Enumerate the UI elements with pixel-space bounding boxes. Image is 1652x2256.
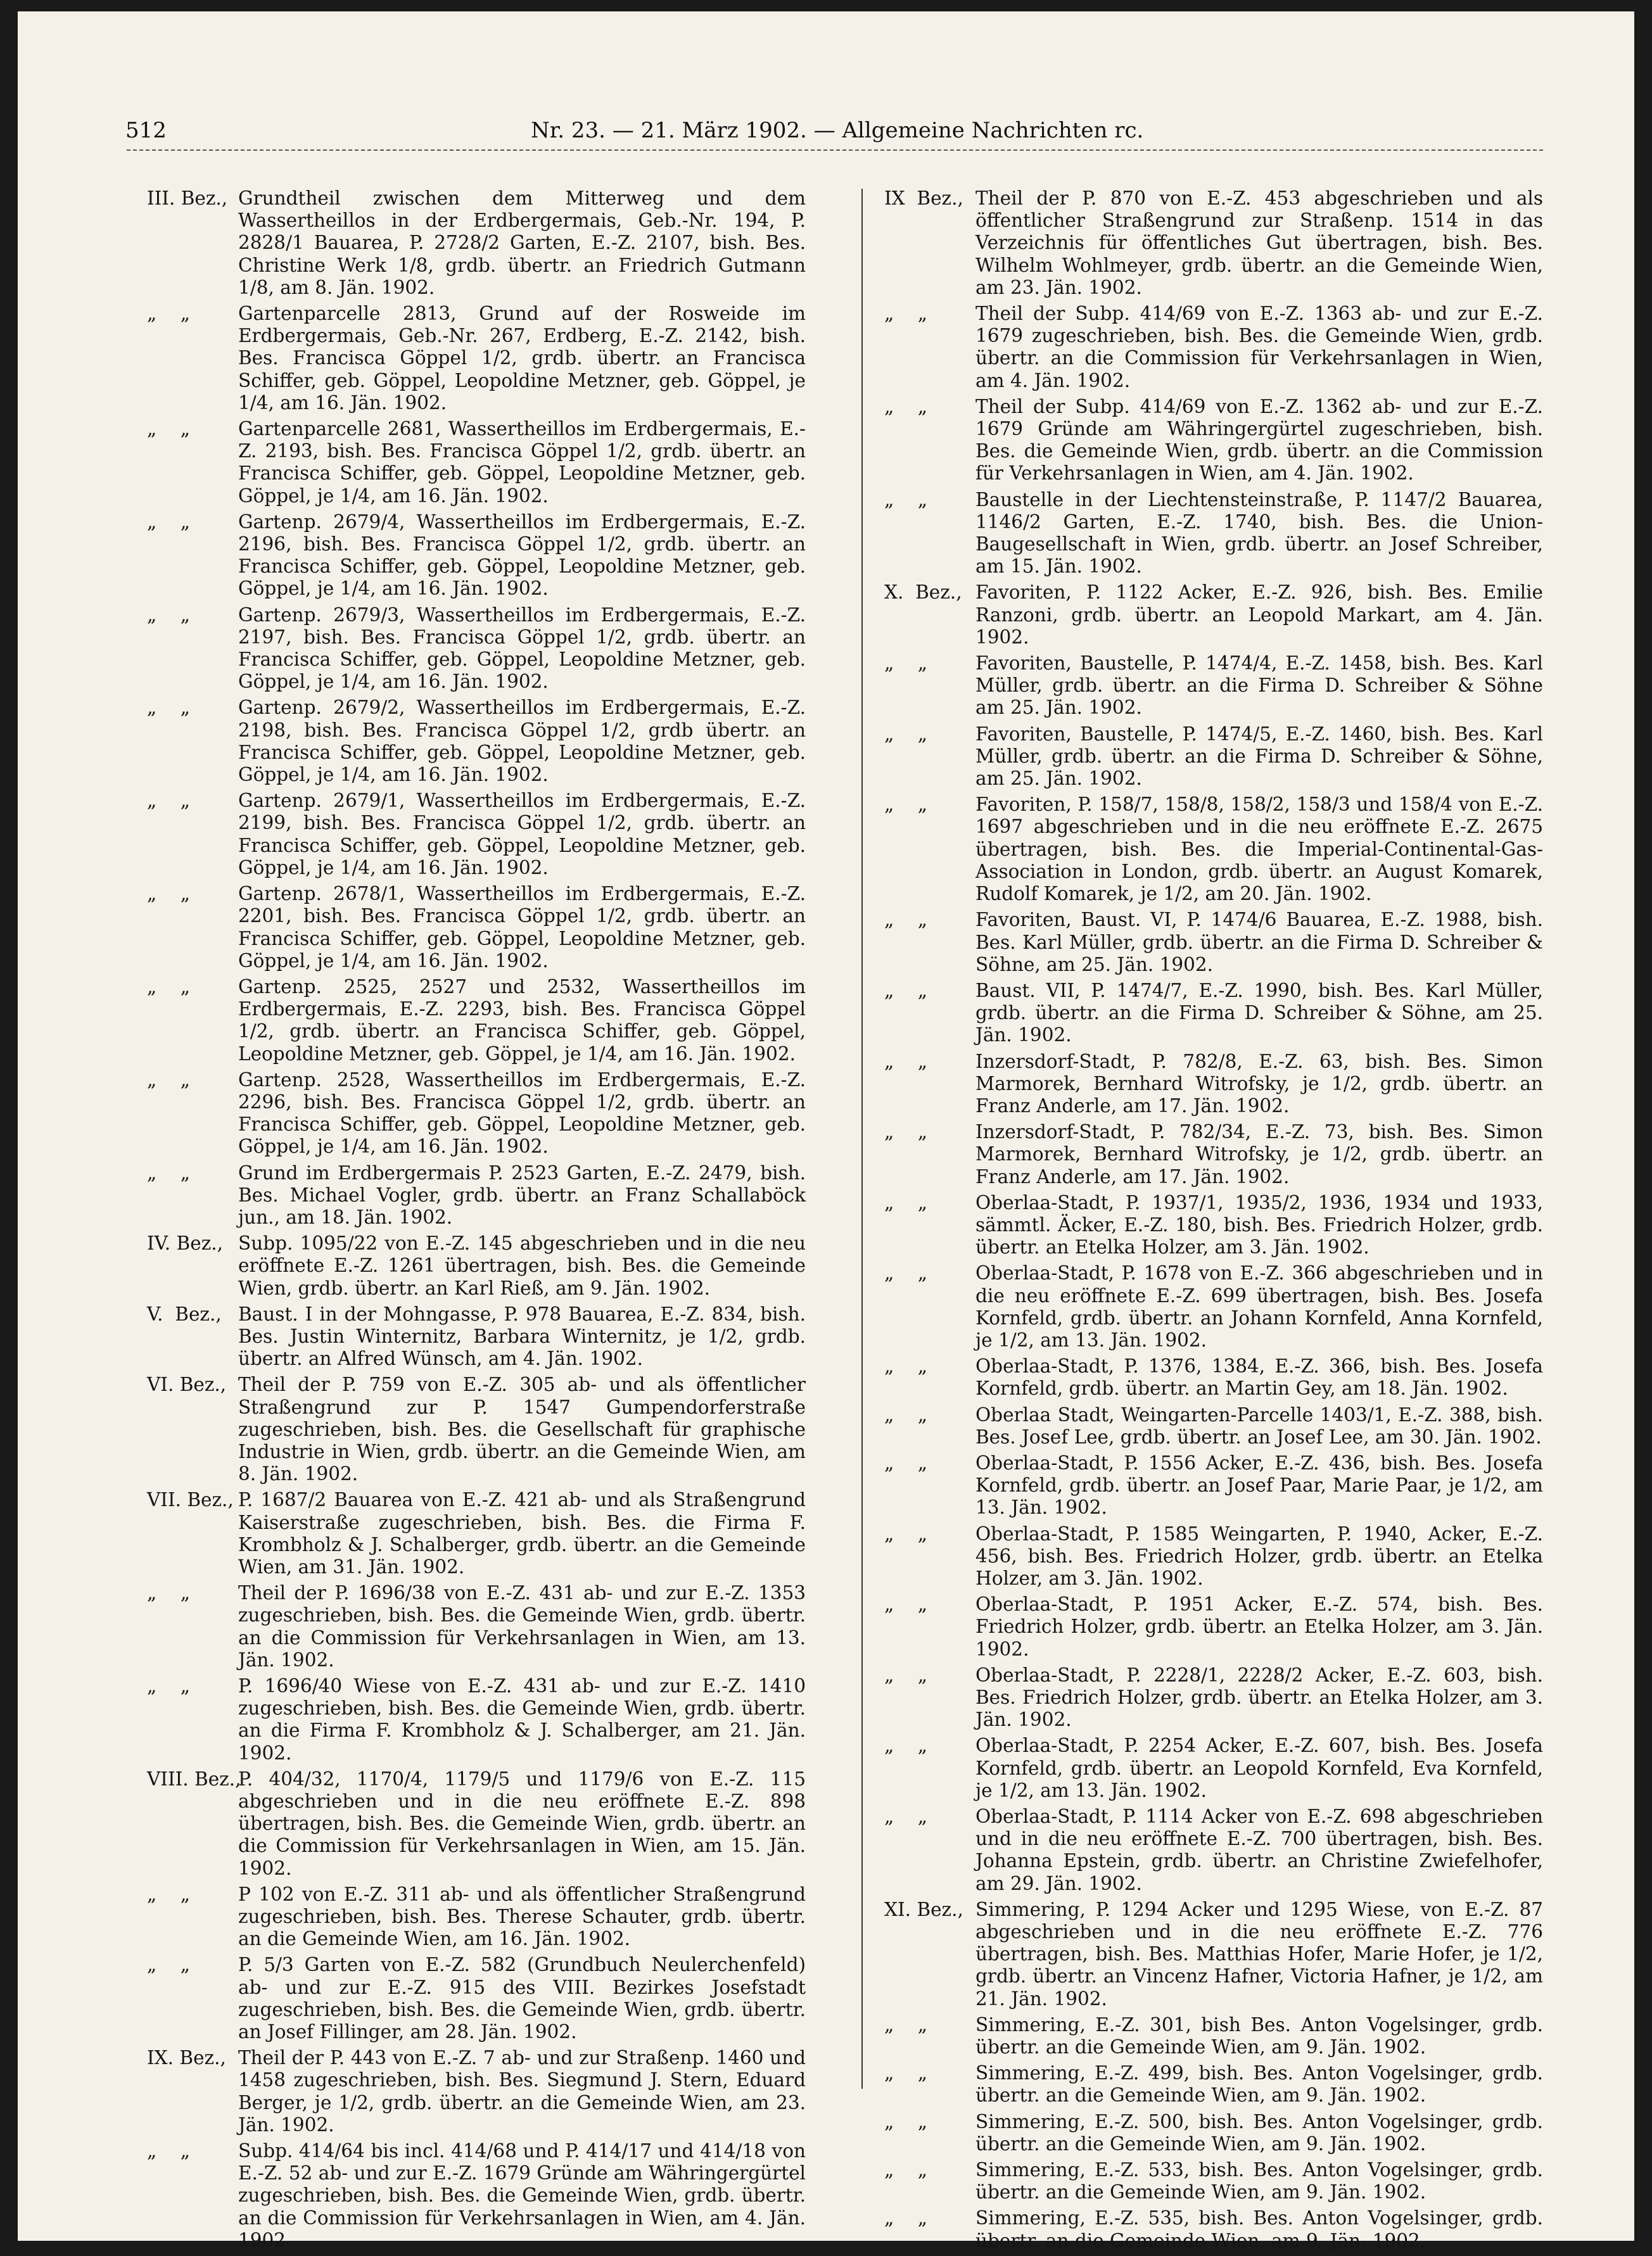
- entry-text: Theil der Subp. 414/69 von E.-Z. 1362 ab- und zur E.-Z. 1679 Gründe am Währingergürtel zugeschrieben, bish. Bes. die Gemeinde Wien, grdb. übertr. an die Commission für Verkehrsanlagen in Wien, am 4. Jän. 1902.: [975, 395, 1543, 485]
- entry-text: Gartenparcelle 2813, Grund auf der Rosweide im Erdbergermais, Geb.-Nr. 267, Erdberg, E.-Z. 2142, bish. Bes. Francisca Göppel 1/2, grdb. übertr. an Francisca Schiffer, geb. Göppel, Leopoldine Metzner, geb. Göppel, je 1/4, am 16. Jän. 1902.: [238, 303, 806, 414]
- running-title: Nr. 23. — 21. März 1902. — Allgemeine Nachrichten rc.: [531, 118, 1144, 143]
- entry-district: „ „: [147, 697, 191, 719]
- entry-district: „ „: [147, 1162, 191, 1184]
- entry-district: „ „: [884, 723, 928, 745]
- left-column: [147, 187, 806, 2255]
- entry-text: Subp. 1095/22 von E.-Z. 145 abgeschrieben und in die neu eröffnete E.-Z. 1261 übertragen, bish. Bes. die Gemeinde Wien, grdb. übertr. an Karl Rieß, am 9. Jän. 1902.: [238, 1233, 806, 1299]
- entry-text: Simmering, E.-Z. 499, bish. Bes. Anton Vogelsinger, grdb. übertr. an die Gemeinde Wien, am 9. Jän. 1902.: [975, 2062, 1543, 2107]
- register-entry: [147, 303, 806, 414]
- register-entry: [884, 1404, 1543, 1448]
- register-entry: [884, 1051, 1543, 1118]
- entry-text: Simmering, E.-Z. 301, bish Bes. Anton Vogelsinger, grdb. übertr. an die Gemeinde Wien, am 9. Jän. 1902.: [975, 2013, 1543, 2058]
- entry-text: Gartenp. 2678/1, Wassertheillos im Erdbergermais, E.-Z. 2201, bish. Bes. Francisca Göppel 1/2, grdb. übertr. an Francisca Schiffer, geb. Göppel, Leopoldine Metzner, geb. Göppel, je 1/4, am 16. Jän. 1902.: [238, 883, 806, 972]
- entry-text: Simmering, E.-Z. 535, bish. Bes. Anton Vogelsinger, grdb. übertr. an die Gemeinde Wien, am 9. Jän. 1902.: [975, 2207, 1543, 2252]
- register-entry: [147, 511, 806, 600]
- register-entry: [884, 1452, 1543, 1519]
- entry-district: „ „: [147, 1883, 191, 1905]
- register-entry: [884, 1192, 1543, 1259]
- entry-text: Baustelle in der Liechtensteinstraße, P. 1147/2 Bauarea, 1146/2 Garten, E.-Z. 1740, bish. Bes. die Union-Baugesellschaft in Wien, grdb. übertr. an Josef Schreiber, am 15. Jän. 1902.: [975, 488, 1543, 578]
- entry-district: „ „: [884, 2110, 928, 2132]
- entry-district: „ „: [884, 1806, 928, 1828]
- entry-text: Simmering, P. 1294 Acker und 1295 Wiese, von E.-Z. 87 abgeschrieben und in die neu eröffnete E.-Z. 776 übertragen, bish. Bes. Matthias Hofer, Marie Hofer, je 1/2, grdb. übertr. an Vincenz Hafner, Victoria Hafner, je 1/2, am 21. Jän. 1902.: [975, 1898, 1543, 2010]
- entry-district: „ „: [884, 1404, 928, 1426]
- entry-district: „ „: [884, 488, 928, 510]
- entry-text: P. 404/32, 1170/4, 1179/5 und 1179/6 von E.-Z. 115 abgeschrieben und in die neu eröffnete E.-Z. 898 übertragen, bish. Bes. die Gemeinde Wien, grdb. übertr. an die Commission für Verkehrsanlagen in Wien, am 15. Jän. 1902.: [238, 1768, 806, 1879]
- register-entry: [884, 652, 1543, 719]
- entry-text: Oberlaa-Stadt, P. 2228/1, 2228/2 Acker, E.-Z. 603, bish. Bes. Friedrich Holzer, grdb. übertr. an Etelka Holzer, am 3. Jän. 1902.: [975, 1664, 1543, 1731]
- register-entry: [147, 1489, 806, 1578]
- column-divider: [861, 189, 863, 2089]
- register-entry: [884, 794, 1543, 905]
- entry-text: Oberlaa-Stadt, P. 1937/1, 1935/2, 1936, 1934 und 1933, sämmtl. Äcker, E.-Z. 180, bish. Bes. Friedrich Holzer, grdb. übertr. an Etelka Holzer, am 3. Jän. 1902.: [975, 1191, 1543, 1258]
- register-entry: [884, 303, 1543, 392]
- entry-text: Gartenp. 2528, Wassertheillos im Erdbergermais, E.-Z. 2296, bish. Bes. Francisca Göppel 1/2, grdb. übertr. an Francisca Schiffer, geb. Göppel, Leopoldine Metzner, geb. Göppel, je 1/4, am 16. Jän. 1902.: [238, 1068, 806, 1158]
- entry-text: Oberlaa-Stadt, P. 1376, 1384, E.-Z. 366, bish. Bes. Josefa Kornfeld, grdb. übertr. an Martin Gey, am 18. Jän. 1902.: [975, 1355, 1543, 1400]
- entry-text: Oberlaa Stadt, Weingarten-Parcelle 1403/1, E.-Z. 388, bish. Bes. Josef Lee, grdb. übertr. an Josef Lee, am 30. Jän. 1902.: [975, 1404, 1543, 1448]
- entry-district: „ „: [884, 2013, 928, 2036]
- register-entry: [147, 1884, 806, 1951]
- entry-text: Gartenparcelle 2681, Wassertheillos im Erdbergermais, E.-Z. 2193, bish. Bes. Francisca Göppel 1/2, grdb. übertr. an Francisca Schiffer, geb. Göppel, Leopoldine Metzner, geb. Göppel, je 1/4, am 16. Jän. 1902.: [238, 418, 806, 507]
- register-entry: [884, 187, 1543, 299]
- register-entry: [147, 790, 806, 879]
- entry-district: VII. Bez.,: [147, 1489, 234, 1511]
- entry-district: III. Bez.,: [147, 187, 228, 209]
- register-entry: [147, 1162, 806, 1229]
- register-entry: [147, 1675, 806, 1765]
- entry-text: Oberlaa-Stadt, P. 1556 Acker, E.-Z. 436, bish. Bes. Josefa Kornfeld, grdb. übertr. an Josef Paar, Marie Paar, je 1/2, am 13. Jän. 1902.: [975, 1452, 1543, 1519]
- entry-district: X. Bez.,: [884, 581, 962, 604]
- entry-text: Theil der Subp. 414/69 von E.-Z. 1363 ab- und zur E.-Z. 1679 zugeschrieben, bish. Bes. die Gemeinde Wien, grdb. übertr. an die Commission für Verkehrsanlagen in Wien, am 4. Jän. 1902.: [975, 303, 1543, 391]
- register-entry: [147, 1954, 806, 2043]
- entry-district: IV. Bez.,: [147, 1233, 223, 1255]
- entry-district: „ „: [884, 1262, 928, 1284]
- entry-text: Gartenp. 2525, 2527 und 2532, Wassertheillos im Erdbergermais, E.-Z. 2293, bish. Bes. Francisca Göppel 1/2, grdb. übertr. an Francisca Schiffer, geb. Göppel, Leopoldine Metzner, geb. Göppel, je 1/4, am 16. Jän. 1902.: [238, 975, 806, 1065]
- entry-district: „ „: [147, 790, 191, 812]
- entry-district: „ „: [147, 418, 191, 440]
- entry-district: „ „: [884, 794, 928, 816]
- entry-text: Favoriten, Baustelle, P. 1474/4, E.-Z. 1458, bish. Bes. Karl Müller, grdb. übertr. an die Firma D. Schreiber & Söhne am 25. Jän. 1902.: [975, 652, 1543, 719]
- entry-district: „ „: [147, 303, 191, 325]
- register-entry: [884, 1355, 1543, 1400]
- entry-district: „ „: [147, 975, 191, 998]
- entry-text: Oberlaa-Stadt, P. 1585 Weingarten, P. 1940, Acker, E.-Z. 456, bish. Bes. Friedrich Holzer, grdb. übertr. an Etelka Holzer, am 3. Jän. 1902.: [975, 1523, 1543, 1589]
- entry-text: Baust. VII, P. 1474/7, E.-Z. 1990, bish. Bes. Karl Müller, grdb. übertr. an die Firma D. Schreiber & Söhne, am 25. Jän. 1902.: [975, 979, 1543, 1046]
- entry-text: P. 5/3 Garten von E.-Z. 582 (Grundbuch Neulerchenfeld) ab- und zur E.-Z. 915 des VIII. Bezirkes Josefstadt zugeschrieben, bish. Bes. die Gemeinde Wien, grdb. übertr. an Josef Fillinger, am 28. Jän. 1902.: [238, 1954, 806, 2043]
- entry-text: Subp. 414/64 bis incl. 414/68 und P. 414/17 und 414/18 von E.-Z. 52 ab- und zur E.-Z. 1679 Gründe am Währingergürtel zugeschrieben, bish. Bes. die Gemeinde Wien, grdb. übertr. an die Commission für Verkehrsanlagen in Wien, am 4. Jän. 1902.: [238, 2140, 806, 2251]
- entry-text: Favoriten, Baustelle, P. 1474/5, E.-Z. 1460, bish. Bes. Karl Müller, grdb. übertr. an die Firma D. Schreiber & Söhne, am 25. Jän. 1902.: [975, 723, 1543, 790]
- entry-text: Gartenp. 2679/1, Wassertheillos im Erdbergermais, E.-Z. 2199, bish. Bes. Francisca Göppel 1/2, grdb. übertr. an Francisca Schiffer, geb. Göppel, Leopoldine Metzner, geb. Göppel, je 1/4, am 16. Jän. 1902.: [238, 790, 806, 878]
- entry-text: Gartenp. 2679/2, Wassertheillos im Erdbergermais, E.-Z. 2198, bish. Bes. Francisca Göppel 1/2, grdb übertr. an Francisca Schiffer, geb. Göppel, Leopoldine Metzner, geb. Göppel, je 1/4, am 16. Jän. 1902.: [238, 697, 806, 786]
- register-entry: [147, 1233, 806, 1300]
- register-entry: [884, 2159, 1543, 2203]
- entry-text: Simmering, E.-Z. 500, bish. Bes. Anton Vogelsinger, grdb. übertr. an die Gemeinde Wien, am 9. Jän. 1902.: [975, 2110, 1543, 2155]
- register-entry: [147, 1303, 806, 1371]
- register-entry: [884, 1262, 1543, 1352]
- entry-text: Simmering, E.-Z. 533, bish. Bes. Anton Vogelsinger, grdb. übertr. an die Gemeinde Wien, am 9. Jän. 1902.: [975, 2159, 1543, 2203]
- entry-district: „ „: [147, 510, 191, 533]
- entry-district: „ „: [884, 303, 928, 325]
- register-entry: [147, 2140, 806, 2252]
- register-entry: [884, 1899, 1543, 2010]
- register-entry: [884, 2062, 1543, 2107]
- register-entry: [884, 581, 1543, 649]
- entry-district: „ „: [884, 1452, 928, 1474]
- entry-district: „ „: [147, 1675, 191, 1697]
- register-entry: [884, 489, 1543, 578]
- entry-district: „ „: [884, 1594, 928, 1616]
- entry-district: XI. Bez.,: [884, 1898, 963, 1920]
- entry-district: VI. Bez.,: [147, 1374, 227, 1396]
- entry-district: IX. Bez.,: [147, 2047, 226, 2069]
- entry-text: Oberlaa-Stadt, P. 1678 von E.-Z. 366 abgeschrieben und in die neu eröffnete E.-Z. 699 übertragen, bish. Bes. Josefa Kornfeld, grdb. übertr. an Johann Kornfeld, Anna Kornfeld, je 1/2, am 13. Jän. 1902.: [975, 1262, 1543, 1351]
- entry-district: „ „: [884, 1121, 928, 1143]
- entry-text: Theil der P. 870 von E.-Z. 453 abgeschrieben und als öffentlicher Straßengrund zur Straßenp. 1514 in das Verzeichnis für öffentliches Gut übertragen, bish. Bes. Wilhelm Wohlmeyer, grdb. übertr. an die Gemeinde Wien, am 23. Jän. 1902.: [975, 187, 1543, 298]
- register-entry: [147, 1069, 806, 1158]
- entry-district: „ „: [884, 979, 928, 1001]
- entry-text: Oberlaa-Stadt, P. 1114 Acker von E.-Z. 698 abgeschrieben und in die neu eröffnete E.-Z. 700 übertragen, bish. Bes. Johanna Epstein, grdb. übertr. an Christine Zwiefelhofer, am 29. Jän. 1902.: [975, 1806, 1543, 1894]
- register-entry: [884, 723, 1543, 790]
- register-entry: [147, 1374, 806, 1485]
- entry-district: IX Bez.,: [884, 187, 963, 209]
- entry-text: Grund im Erdbergermais P. 2523 Garten, E.-Z. 2479, bish. Bes. Michael Vogler, grdb. übertr. an Franz Schallaböck jun., am 18. Jän. 1902.: [238, 1162, 806, 1228]
- register-entry: [884, 980, 1543, 1047]
- entry-district: „ „: [884, 1191, 928, 1214]
- entry-district: „ „: [884, 909, 928, 931]
- entry-text: Gartenp. 2679/3, Wassertheillos im Erdbergermais, E.-Z. 2197, bish. Bes. Francisca Göppel 1/2, grdb. übertr. an Francisca Schiffer, geb. Göppel, Leopoldine Metzner, geb. Göppel, je 1/4, am 16. Jän. 1902.: [238, 604, 806, 693]
- entry-district: „ „: [884, 1664, 928, 1686]
- entry-text: P 102 von E.-Z. 311 ab- und als öffentlicher Straßengrund zugeschrieben, bish. Bes. Therese Schauter, grdb. übertr. an die Gemeinde Wien, am 16. Jän. 1902.: [238, 1883, 806, 1950]
- register-entry: [884, 1806, 1543, 1895]
- entry-text: Oberlaa-Stadt, P. 2254 Acker, E.-Z. 607, bish. Bes. Josefa Kornfeld, grdb. übertr. an Leopold Kornfeld, Eva Kornfeld, je 1/2, am 13. Jän. 1902.: [975, 1735, 1543, 1801]
- entry-text: P. 1687/2 Bauarea von E.-Z. 421 ab- und als Straßengrund Kaiserstraße zugeschrieben, bish. Bes. die Firma F. Krombholz & J. Schalberger, grdb. übertr. an die Gemeinde Wien, am 31. Jän. 1902.: [238, 1489, 806, 1578]
- header-rule: [127, 149, 1543, 151]
- entry-district: „ „: [884, 1523, 928, 1545]
- entry-district: „ „: [147, 1954, 191, 1976]
- register-entry: [884, 2014, 1543, 2058]
- entry-district: VIII. Bez.,: [147, 1768, 241, 1790]
- register-entry: [147, 2047, 806, 2136]
- register-entry: [147, 976, 806, 1065]
- entry-district: „ „: [884, 1355, 928, 1378]
- entry-district: „ „: [884, 2159, 928, 2181]
- entry-district: „ „: [147, 2140, 191, 2162]
- entry-text: Baust. I in der Mohngasse, P. 978 Bauarea, E.-Z. 834, bish. Bes. Justin Winternitz, Barbara Winternitz, je 1/2, grdb. übertr. an Alfred Wünsch, am 4. Jän. 1902.: [238, 1303, 806, 1370]
- entry-text: Favoriten, P. 1122 Acker, E.-Z. 926, bish. Bes. Emilie Ranzoni, grdb. übertr. an Leopold Markart, am 4. Jän. 1902.: [975, 581, 1543, 648]
- entry-text: Inzersdorf-Stadt, P. 782/34, E.-Z. 73, bish. Bes. Simon Marmorek, Bernhard Witrofsky, je 1/2, grdb. übertr. an Franz Anderle, am 17. Jän. 1902.: [975, 1121, 1543, 1188]
- entry-district: „ „: [884, 395, 928, 417]
- entry-text: Theil der P. 759 von E.-Z. 305 ab- und als öffentlicher Straßengrund zur P. 1547 Gumpendorferstraße zugeschrieben, bish. Bes. die Gesellschaft für graphische Industrie in Wien, grdb. übertr. an die Gemeinde Wien, am 8. Jän. 1902.: [238, 1374, 806, 1485]
- register-entry: [884, 1523, 1543, 1590]
- entry-text: Favoriten, Baust. VI, P. 1474/6 Bauarea, E.-Z. 1988, bish. Bes. Karl Müller, grdb. übertr. an die Firma D. Schreiber & Söhne, am 25. Jän. 1902.: [975, 909, 1543, 975]
- register-entry: [147, 418, 806, 507]
- entry-text: Oberlaa-Stadt, P. 1951 Acker, E.-Z. 574, bish. Bes. Friedrich Holzer, grdb. übertr. an Etelka Holzer, am 3. Jän. 1902.: [975, 1594, 1543, 1660]
- entry-text: Favoriten, P. 158/7, 158/8, 158/2, 158/3 und 158/4 von E.-Z. 1697 abgeschrieben und in die neu eröffnete E.-Z. 2675 übertragen, bish. Bes. die Imperial-Continental-Gas-Association in London, grdb. übertr. an August Komarek, Rudolf Komarek, je 1/2, am 20. Jän. 1902.: [975, 794, 1543, 905]
- entry-text: Theil der P. 1696/38 von E.-Z. 431 ab- und zur E.-Z. 1353 zugeschrieben, bish. Bes. die Gemeinde Wien, grdb. übertr. an die Commission für Verkehrsanlagen in Wien, am 13. Jän. 1902.: [238, 1582, 806, 1671]
- entry-district: „ „: [884, 652, 928, 675]
- register-entry: [884, 1664, 1543, 1732]
- register-entry: [147, 1768, 806, 1880]
- entry-text: Inzersdorf-Stadt, P. 782/8, E.-Z. 63, bish. Bes. Simon Marmorek, Bernhard Witrofsky, je 1/2, grdb. übertr. an Franz Anderle, am 17. Jän. 1902.: [975, 1050, 1543, 1117]
- entry-district: „ „: [147, 604, 191, 626]
- register-entry: [147, 883, 806, 972]
- entry-district: „ „: [147, 1582, 191, 1604]
- register-entry: [884, 1594, 1543, 1661]
- entry-text: Gartenp. 2679/4, Wassertheillos im Erdbergermais, E.-Z. 2196, bish. Bes. Francisca Göppel 1/2, grdb. übertr. an Francisca Schiffer, geb. Göppel, Leopoldine Metzner, geb. Göppel, je 1/4, am 16. Jän. 1902.: [238, 510, 806, 600]
- entry-district: „ „: [884, 1050, 928, 1072]
- register-entry: [147, 187, 806, 299]
- entry-text: Grundtheil zwischen dem Mitterweg und dem Wassertheillos in der Erdbergermais, Geb.-Nr. 194, P. 2828/1 Bauarea, P. 2728/2 Garten, E.-Z. 2107, bish. Bes. Christine Werk 1/8, grdb. übertr. an Friedrich Gutmann 1/8, am 8. Jän. 1902.: [238, 187, 806, 298]
- entry-text: P. 1696/40 Wiese von E.-Z. 431 ab- und zur E.-Z. 1410 zugeschrieben, bish. Bes. die Gemeinde Wien, grdb. übertr. an die Firma F. Krombholz & J. Schalberger, am 21. Jän. 1902.: [238, 1675, 806, 1764]
- entry-text: Theil der P. 443 von E.-Z. 7 ab- und zur Straßenp. 1460 und 1458 zugeschrieben, bish. Bes. Siegmund J. Stern, Eduard Berger, je 1/2, grdb. übertr. an die Gemeinde Wien, am 23. Jän. 1902.: [238, 2047, 806, 2136]
- page-number: 512: [125, 118, 167, 143]
- entry-district: „ „: [884, 1735, 928, 1757]
- register-entry: [884, 396, 1543, 485]
- right-column: [884, 187, 1543, 2256]
- entry-district: „ „: [884, 2062, 928, 2084]
- register-entry: [147, 604, 806, 694]
- register-entry: [884, 2111, 1543, 2155]
- entry-district: „ „: [147, 1068, 191, 1091]
- entry-district: „ „: [147, 883, 191, 905]
- register-entry: [884, 1735, 1543, 1802]
- entry-district: V. Bez.,: [147, 1303, 222, 1325]
- register-entry: [884, 909, 1543, 976]
- register-entry: [884, 2207, 1543, 2252]
- register-entry: [884, 1121, 1543, 1188]
- entry-district: „ „: [884, 2207, 928, 2229]
- register-entry: [147, 697, 806, 786]
- register-entry: [147, 1582, 806, 1671]
